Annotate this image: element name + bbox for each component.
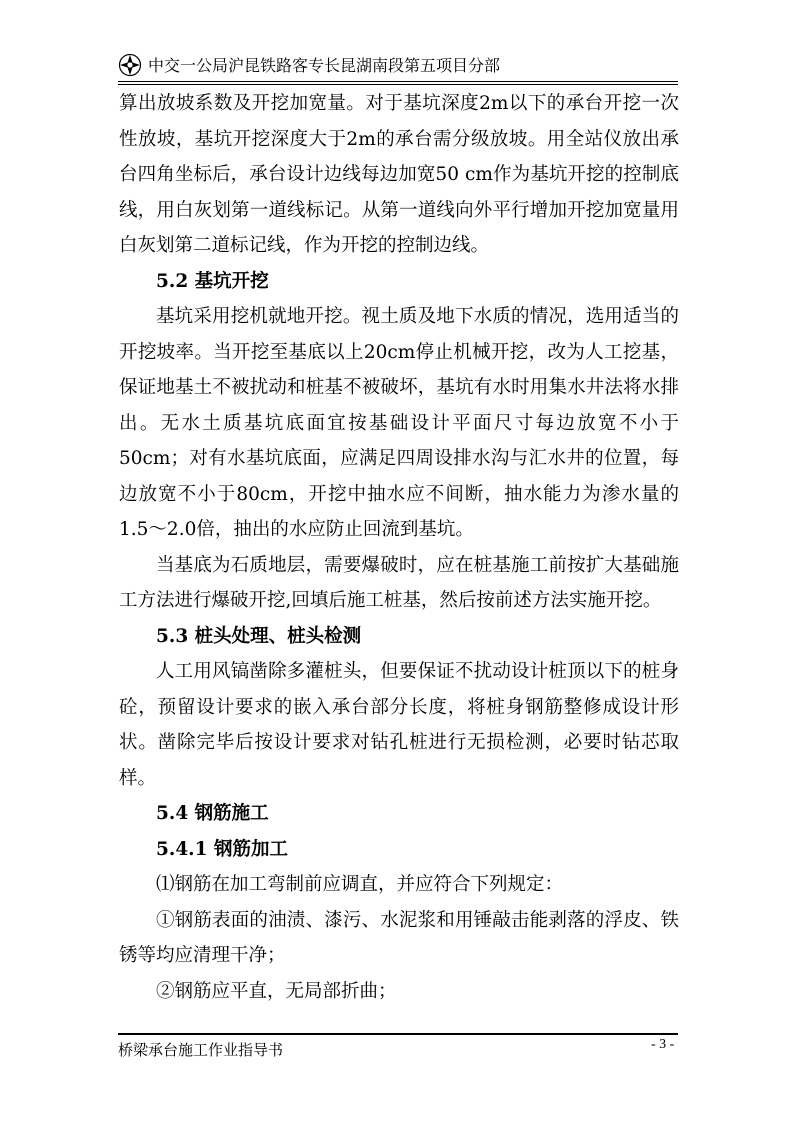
- page-number: - 3 -: [651, 1037, 675, 1052]
- section-heading-5-4: 5.4 钢筋施工: [156, 803, 269, 824]
- paragraph-intro: 算出放坡系数及开挖加宽量。对于基坑深度2m以下的承台开挖一次性放坡，基坑开挖深度大于2m的承台需分级放坡。用全站仪放出承台四角坐标后，承台设计边线每边加宽50 cm作为基坑开挖的控制底线，用白灰划第一道线标记。从第一道线向外平行增加开挖加宽量用白灰划第二道标记线，作为开挖的控制边线。: [119, 93, 679, 256]
- company-logo-icon: [118, 53, 142, 77]
- header-rule: [118, 81, 678, 82]
- paragraph-5-3: 人工用风镐凿除多灌桩头，但要保证不扰动设计桩顶以下的桩身砼，预留设计要求的嵌入承台部分长度，将桩身钢筋整修成设计形状。凿除完毕后按设计要求对钻孔桩进行无损检测，必要时钻芯取样。: [119, 661, 679, 789]
- footer-rule: [118, 1033, 678, 1035]
- footer-doc-title: 桥梁承台施工作业指导书: [118, 1041, 284, 1059]
- list-item-1: ⑴钢筋在加工弯制前应调直，并应符合下列规定：: [156, 874, 564, 895]
- page-header: [118, 50, 678, 84]
- section-heading-5-4-1: 5.4.1 钢筋加工: [156, 838, 288, 860]
- section-heading-5-3: 5.3 桩头处理、桩头检测: [156, 625, 362, 647]
- header-title: 中交一公局沪昆铁路客专长昆湖南段第五项目分部: [148, 56, 501, 75]
- paragraph-5-2-b: 当基底为石质地层，需要爆破时，应在桩基施工前按扩大基础施工方法进行爆破开挖,回填后施工桩基，然后按前述方法实施开挖。: [119, 554, 679, 611]
- header-rule-thin: [118, 84, 678, 85]
- list-item-1-1: ①钢筋表面的油渍、漆污、水泥浆和用锤敲击能剥落的浮皮、铁锈等均应清理干净；: [119, 909, 679, 966]
- section-heading-5-2: 5.2 基坑开挖: [156, 270, 269, 292]
- paragraph-5-2-a: 基坑采用挖机就地开挖。视土质及地下水质的情况，选用适当的开挖坡率。当开挖至基底以上20cm停止机械开挖，改为人工挖基，保证地基土不被扰动和桩基不被破坏，基坑有水时用集水井法将水排出。无水土质基坑底面宜按基础设计平面尺寸每边放宽不小于50cm；对有水基坑底面，应满足四周设排水沟与汇水井的位置，每边放宽不小于80cm，开挖中抽水应不间断，抽水能力为渗水量的1.5～2.0倍，抽出的水应防止回流到基坑。: [119, 306, 679, 540]
- list-item-1-2: ②钢筋应平直，无局部折曲；: [156, 980, 397, 1002]
- document-body: [119, 86, 679, 1009]
